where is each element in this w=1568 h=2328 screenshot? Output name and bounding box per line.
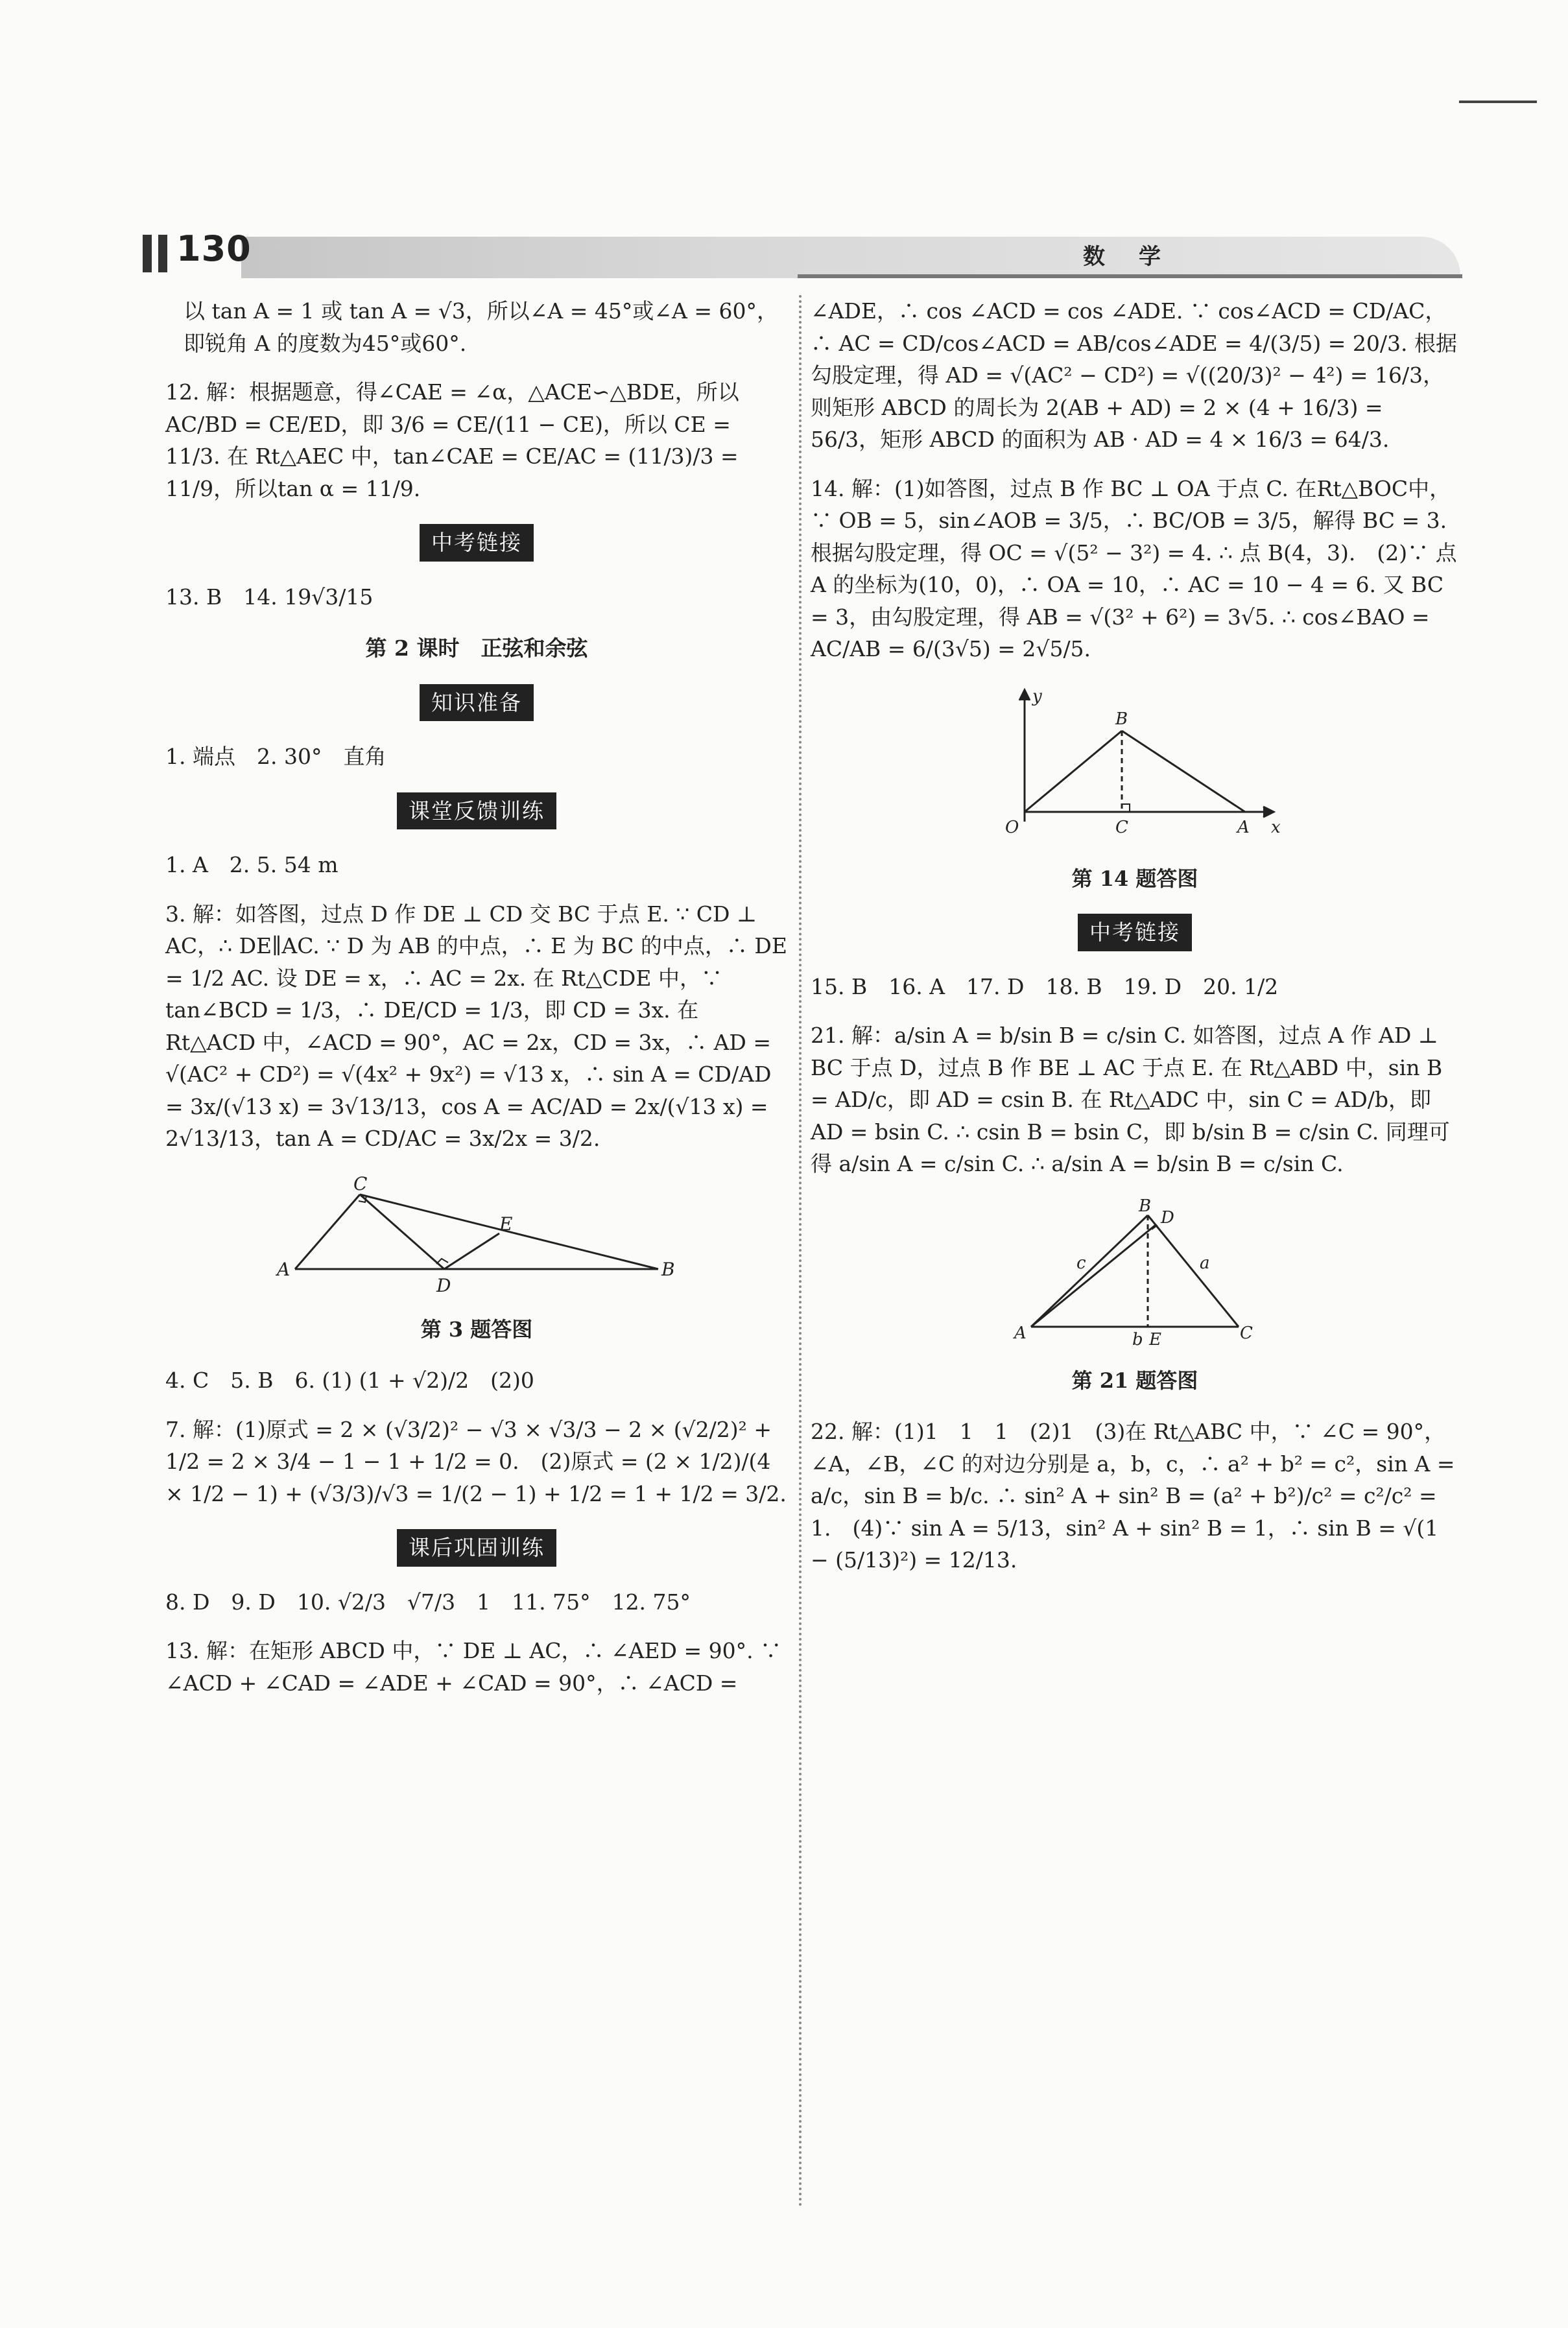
svg-text:A: A: [277, 1258, 291, 1280]
answer-12: 12. 解：根据题意，得∠CAE = ∠α，△ACE∽△BDE，所以AC/BD = CE/ED，即 3/6 = CE/(11 − CE)，所以 CE = 11/3. 在 Rt△AEC 中，tan∠CAE = CE/AC = (11/3)/3 = 11/9，所以tan α = 11/9.: [165, 379, 746, 501]
column-divider: [799, 295, 802, 2208]
intro-paragraph: 以 tan A = 1 或 tan A = √3，所以∠A = 45°或∠A = 60°，即锐角 A 的度数为45°或60°.: [184, 298, 778, 356]
answer-13-start: 13. 解：在矩形 ABCD 中，∵ DE ⊥ AC，∴ ∠AED = 90°. ∵ ∠ACD + ∠CAD = ∠ADE + ∠CAD = 90°，∴ ∠ACD =: [165, 1638, 789, 1696]
figure-21-caption: 第 21 题答图: [1071, 1368, 1198, 1393]
banner-class-feedback: 课堂反馈训练: [165, 792, 788, 830]
triangle-diagram-21: [1005, 1197, 1265, 1353]
svg-text:x: x: [1271, 817, 1281, 837]
svg-text:B: B: [1139, 1196, 1152, 1216]
answer-4-6: 4. C 5. B 6. (1) (1 + √2)/2 (2)0: [165, 1368, 534, 1393]
banner-after-class: 课后巩固训练: [165, 1529, 788, 1567]
svg-text:a: a: [1200, 1253, 1210, 1273]
knowledge-answers: 1. 端点 2. 30° 直角: [165, 744, 386, 769]
svg-text:y: y: [1032, 686, 1042, 706]
svg-text:E: E: [1149, 1329, 1161, 1349]
figure-21: [811, 1197, 1459, 1397]
answer-15-20: 15. B 16. A 17. D 18. B 19. D 20. 1/2: [811, 973, 1279, 999]
svg-text:B: B: [1115, 709, 1128, 729]
answer-1-2: 1. A 2. 5. 54 m: [165, 852, 339, 877]
svg-text:A: A: [1237, 817, 1250, 837]
svg-text:C: C: [353, 1172, 368, 1194]
svg-text:D: D: [1161, 1207, 1174, 1228]
top-rule: [1459, 101, 1537, 103]
triangle-diagram-3: [269, 1172, 684, 1301]
subject-title: 数学: [1083, 244, 1194, 270]
answer-13-14: 13. B 14. 19√3/15: [165, 584, 374, 610]
svg-text:b: b: [1132, 1329, 1143, 1349]
svg-text:B: B: [661, 1258, 675, 1280]
svg-text:A: A: [1014, 1323, 1027, 1343]
svg-text:E: E: [499, 1213, 513, 1235]
figure-3: [165, 1172, 788, 1346]
figure-3-caption: 第 3 题答图: [420, 1317, 533, 1342]
svg-text:C: C: [1240, 1323, 1253, 1343]
section-title: 第 2 课时 正弦和余弦: [365, 635, 588, 661]
banner-zhongkao-1: 中考链接: [165, 524, 788, 562]
answer-13-continued: ∠ADE，∴ cos ∠ACD = cos ∠ADE. ∵ cos∠ACD = CD/AC，∴ AC = CD/cos∠ACD = AB/cos∠ADE = 4/(3/5) = 20/3. 根据勾股定理，得 AD = √(AC² − CD²) = √((20/3)² − 4²) = 16/3，则矩形 ABCD 的周长为 2(AB + AD) = 2 × (4 + 16/3) = 56/3，矩形 ABCD 的面积为 AB · AD = 4 × 16/3 = 64/3.: [811, 298, 1457, 452]
figure-14: [811, 682, 1459, 895]
svg-text:O: O: [1005, 817, 1019, 837]
answer-7: 7. 解：(1)原式 = 2 × (√3/2)² − √3 × √3/3 − 2 × (√2/2)² + 1/2 = 2 × 3/4 − 1 − 1 + 1/2 = 0. (2)原式 = (2 × 1/2)/(4 × 1/2 − 1) + (√3/3)/√3 = 1/(2 − 1) + 1/2 = 1 + 1/2 = 3/2.: [165, 1416, 787, 1506]
header-band: [241, 237, 1460, 278]
figure-14-caption: 第 14 题答图: [1071, 866, 1198, 891]
banner-knowledge: 知识准备: [165, 684, 788, 722]
svg-text:C: C: [1115, 817, 1128, 837]
answer-14: 14. 解：(1)如答图，过点 B 作 BC ⊥ OA 于点 C. 在Rt△BOC中，∵ OB = 5，sin∠AOB = 3/5，∴ BC/OB = 3/5，解得 BC = 3. 根据勾股定理，得 OC = √(5² − 3²) = 4. ∴ 点 B(4，3). (2)∵ 点 A 的坐标为(10，0)，∴ OA = 10，∴ AC = 10 − 4 = 6. 又 BC = 3，由勾股定理，得 AB = √(3² + 6²) = 3√5. ∴ cos∠BAO = AC/AB = 6/(3√5) = 2√5/5.: [811, 475, 1464, 661]
svg-text:D: D: [436, 1274, 451, 1296]
left-column: [165, 295, 794, 1716]
answer-21: 21. 解：a/sin A = b/sin B = c/sin C. 如答图，过点 A 作 AD ⊥ BC 于点 D，过点 B 作 BE ⊥ AC 于点 E. 在 Rt△ABD 中，sin B = AD/c，即 AD = csin B. 在 Rt△ADC 中，sin C = AD/b，即 AD = bsin C. ∴ csin B = bsin C，即 b/sin B = c/sin C. 同理可得 a/sin A = c/sin C. ∴ a/sin A = b/sin B = c/sin C.: [811, 1023, 1450, 1176]
banner-zhongkao-2: 中考链接: [811, 914, 1459, 951]
coordinate-diagram-14: [986, 682, 1284, 851]
right-column: [811, 295, 1464, 1593]
page-number: 130: [176, 228, 252, 269]
header-rule: [798, 274, 1462, 278]
answer-22: 22. 解：(1)1 1 1 (2)1 (3)在 Rt△ABC 中，∵ ∠C = 90°，∠A，∠B，∠C 的对边分别是 a，b，c，∴ a² + b² = c²，sin A = a/c，sin B = b/c. ∴ sin² A + sin² B = (a² + b²)/c² = c²/c² = 1. (4)∵ sin A = 5/13，sin² A + sin² B = 1，∴ sin B = √(1 − (5/13)²) = 12/13.: [811, 1419, 1462, 1573]
answer-8-12: 8. D 9. D 10. √2/3 √7/3 1 11. 75° 12. 75°: [165, 1589, 691, 1615]
answer-3: 3. 解：如答图，过点 D 作 DE ⊥ CD 交 BC 于点 E. ∵ CD ⊥ AC，∴ DE∥AC. ∵ D 为 AB 的中点，∴ E 为 BC 的中点，∴ DE = 1/2 AC. 设 DE = x，∴ AC = 2x. 在 Rt△CDE 中，∵ tan∠BCD = 1/3，∴ DE/CD = 1/3，即 CD = 3x. 在 Rt△ACD 中，∠ACD = 90°，AC = 2x，CD = 3x，∴ AD = √(AC² + CD²) = √(4x² + 9x²) = √13 x，∴ sin A = CD/AD = 3x/(√13 x) = 3√13/13，cos A = AC/AD = 2x/(√13 x) = 2√13/13，tan A = CD/AC = 3x/2x = 3/2.: [165, 901, 794, 1151]
svg-text:c: c: [1076, 1253, 1086, 1273]
